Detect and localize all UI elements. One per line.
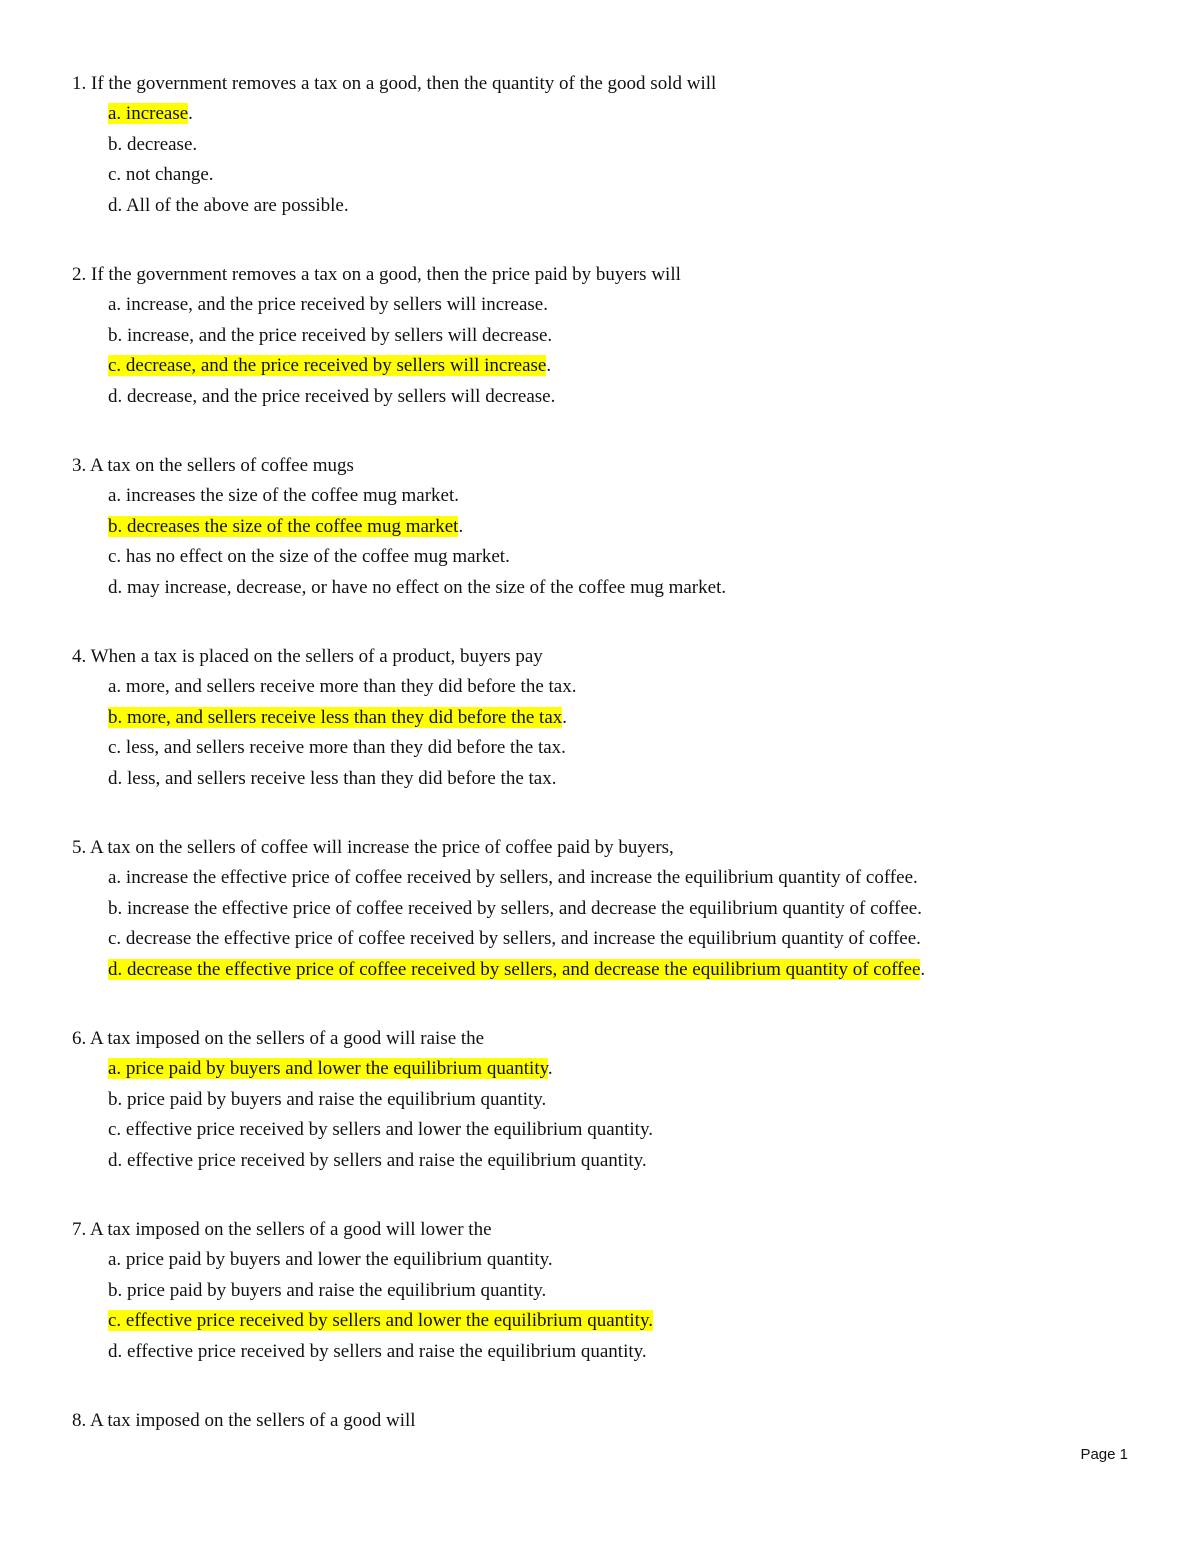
option-text: b. decreases the size of the coffee mug market <box>108 515 459 537</box>
option-suffix: . <box>188 103 193 124</box>
question-stem: 7. A tax imposed on the sellers of a good will lower the <box>72 1219 492 1240</box>
question-2 <box>72 260 1132 412</box>
answer-options <box>72 863 1132 985</box>
answer-option <box>108 1085 1132 1116</box>
answer-option <box>108 1146 1132 1177</box>
answer-options <box>72 672 1132 794</box>
option-text: c. decrease the effective price of coffee received by sellers, and increase the equilibrium quantity of coffee. <box>108 928 921 949</box>
answer-option <box>108 894 1132 925</box>
question-stem: 1. If the government removes a tax on a good, then the quantity of the good sold will <box>72 73 717 94</box>
question-4 <box>72 642 1132 794</box>
option-text: b. price paid by buyers and raise the equilibrium quantity. <box>108 1088 547 1110</box>
answer-options <box>72 481 1132 603</box>
option-text: b. price paid by buyers and raise the equilibrium quantity. <box>108 1279 547 1301</box>
option-text: c. less, and sellers receive more than they did before the tax. <box>108 737 566 758</box>
option-text: d. decrease the effective price of coffee received by sellers, and decrease the equilibrium quantity of coffee <box>108 958 921 980</box>
answer-option <box>108 160 1132 191</box>
question-stem: 2. If the government removes a tax on a good, then the price paid by buyers will <box>72 264 681 285</box>
answer-option <box>108 863 1132 894</box>
question-7 <box>72 1215 1132 1367</box>
answer-option <box>108 733 1132 764</box>
option-text: c. has no effect on the size of the coffee mug market. <box>108 546 510 567</box>
answer-option <box>108 321 1132 352</box>
answer-option <box>108 351 1132 382</box>
page-number: Page 1 <box>1080 1446 1128 1463</box>
option-text: b. increase the effective price of coffee received by sellers, and decrease the equilibrium quantity of coffee. <box>108 897 922 919</box>
question-6 <box>72 1024 1132 1176</box>
option-text: b. more, and sellers receive less than they did before the tax <box>108 706 563 728</box>
answer-option <box>108 1054 1132 1085</box>
question-stem: 5. A tax on the sellers of coffee will increase the price of coffee paid by buyers, <box>72 837 674 858</box>
answer-option <box>108 382 1132 413</box>
answer-options <box>72 1054 1132 1176</box>
answer-option <box>108 481 1132 512</box>
option-text: c. effective price received by sellers and lower the equilibrium quantity. <box>108 1310 653 1331</box>
option-text: b. increase, and the price received by sellers will decrease. <box>108 324 553 346</box>
option-text: d. effective price received by sellers and raise the equilibrium quantity. <box>108 1149 647 1171</box>
option-text: b. decrease. <box>108 133 198 155</box>
answer-option <box>108 290 1132 321</box>
option-text: a. increases the size of the coffee mug market. <box>108 485 459 506</box>
option-text: a. increase <box>108 103 189 124</box>
option-text: a. more, and sellers receive more than they did before the tax. <box>108 676 577 697</box>
option-text: c. decrease, and the price received by sellers will increase <box>108 355 547 376</box>
answer-option <box>108 672 1132 703</box>
option-text: a. increase the effective price of coffee received by sellers, and increase the equilibrium quantity of coffee. <box>108 867 918 888</box>
answer-option <box>108 1306 1132 1337</box>
answer-option <box>108 703 1132 734</box>
question-1 <box>72 69 1132 221</box>
answer-option <box>108 512 1132 543</box>
answer-option <box>108 955 1132 986</box>
option-suffix: . <box>562 706 567 728</box>
answer-option <box>108 99 1132 130</box>
answer-options <box>72 99 1132 221</box>
answer-options <box>72 1245 1132 1367</box>
option-text: d. may increase, decrease, or have no effect on the size of the coffee mug market. <box>108 576 727 598</box>
question-stem: 3. A tax on the sellers of coffee mugs <box>72 455 354 476</box>
answer-option <box>108 924 1132 955</box>
question-3 <box>72 451 1132 603</box>
option-suffix: . <box>920 958 926 980</box>
answer-option <box>108 130 1132 161</box>
question-8 <box>72 1406 1132 1436</box>
option-suffix: . <box>546 355 552 376</box>
answer-option <box>108 1115 1132 1146</box>
option-text: d. All of the above are possible. <box>108 194 349 216</box>
option-text: c. not change. <box>108 164 214 185</box>
option-text: c. effective price received by sellers and lower the equilibrium quantity. <box>108 1119 653 1140</box>
option-text: a. price paid by buyers and lower the equilibrium quantity. <box>108 1249 553 1270</box>
answer-option <box>108 542 1132 573</box>
option-suffix: . <box>458 515 464 537</box>
option-text: d. effective price received by sellers and raise the equilibrium quantity. <box>108 1340 647 1362</box>
answer-option <box>108 1337 1132 1368</box>
option-text: a. price paid by buyers and lower the equilibrium quantity <box>108 1058 548 1079</box>
answer-options <box>72 290 1132 412</box>
answer-option <box>108 191 1132 222</box>
question-stem: 8. A tax imposed on the sellers of a good will <box>72 1410 416 1431</box>
option-text: d. less, and sellers receive less than they did before the tax. <box>108 767 557 789</box>
option-suffix: . <box>547 1058 553 1079</box>
option-text: d. decrease, and the price received by sellers will decrease. <box>108 385 556 407</box>
question-stem: 6. A tax imposed on the sellers of a good will raise the <box>72 1028 485 1049</box>
question-stem: 4. When a tax is placed on the sellers of a product, buyers pay <box>72 646 543 667</box>
answer-option <box>108 573 1132 604</box>
answer-option <box>108 1245 1132 1276</box>
question-5 <box>72 833 1132 985</box>
answer-option <box>108 1276 1132 1307</box>
option-text: a. increase, and the price received by sellers will increase. <box>108 294 548 315</box>
answer-option <box>108 764 1132 795</box>
